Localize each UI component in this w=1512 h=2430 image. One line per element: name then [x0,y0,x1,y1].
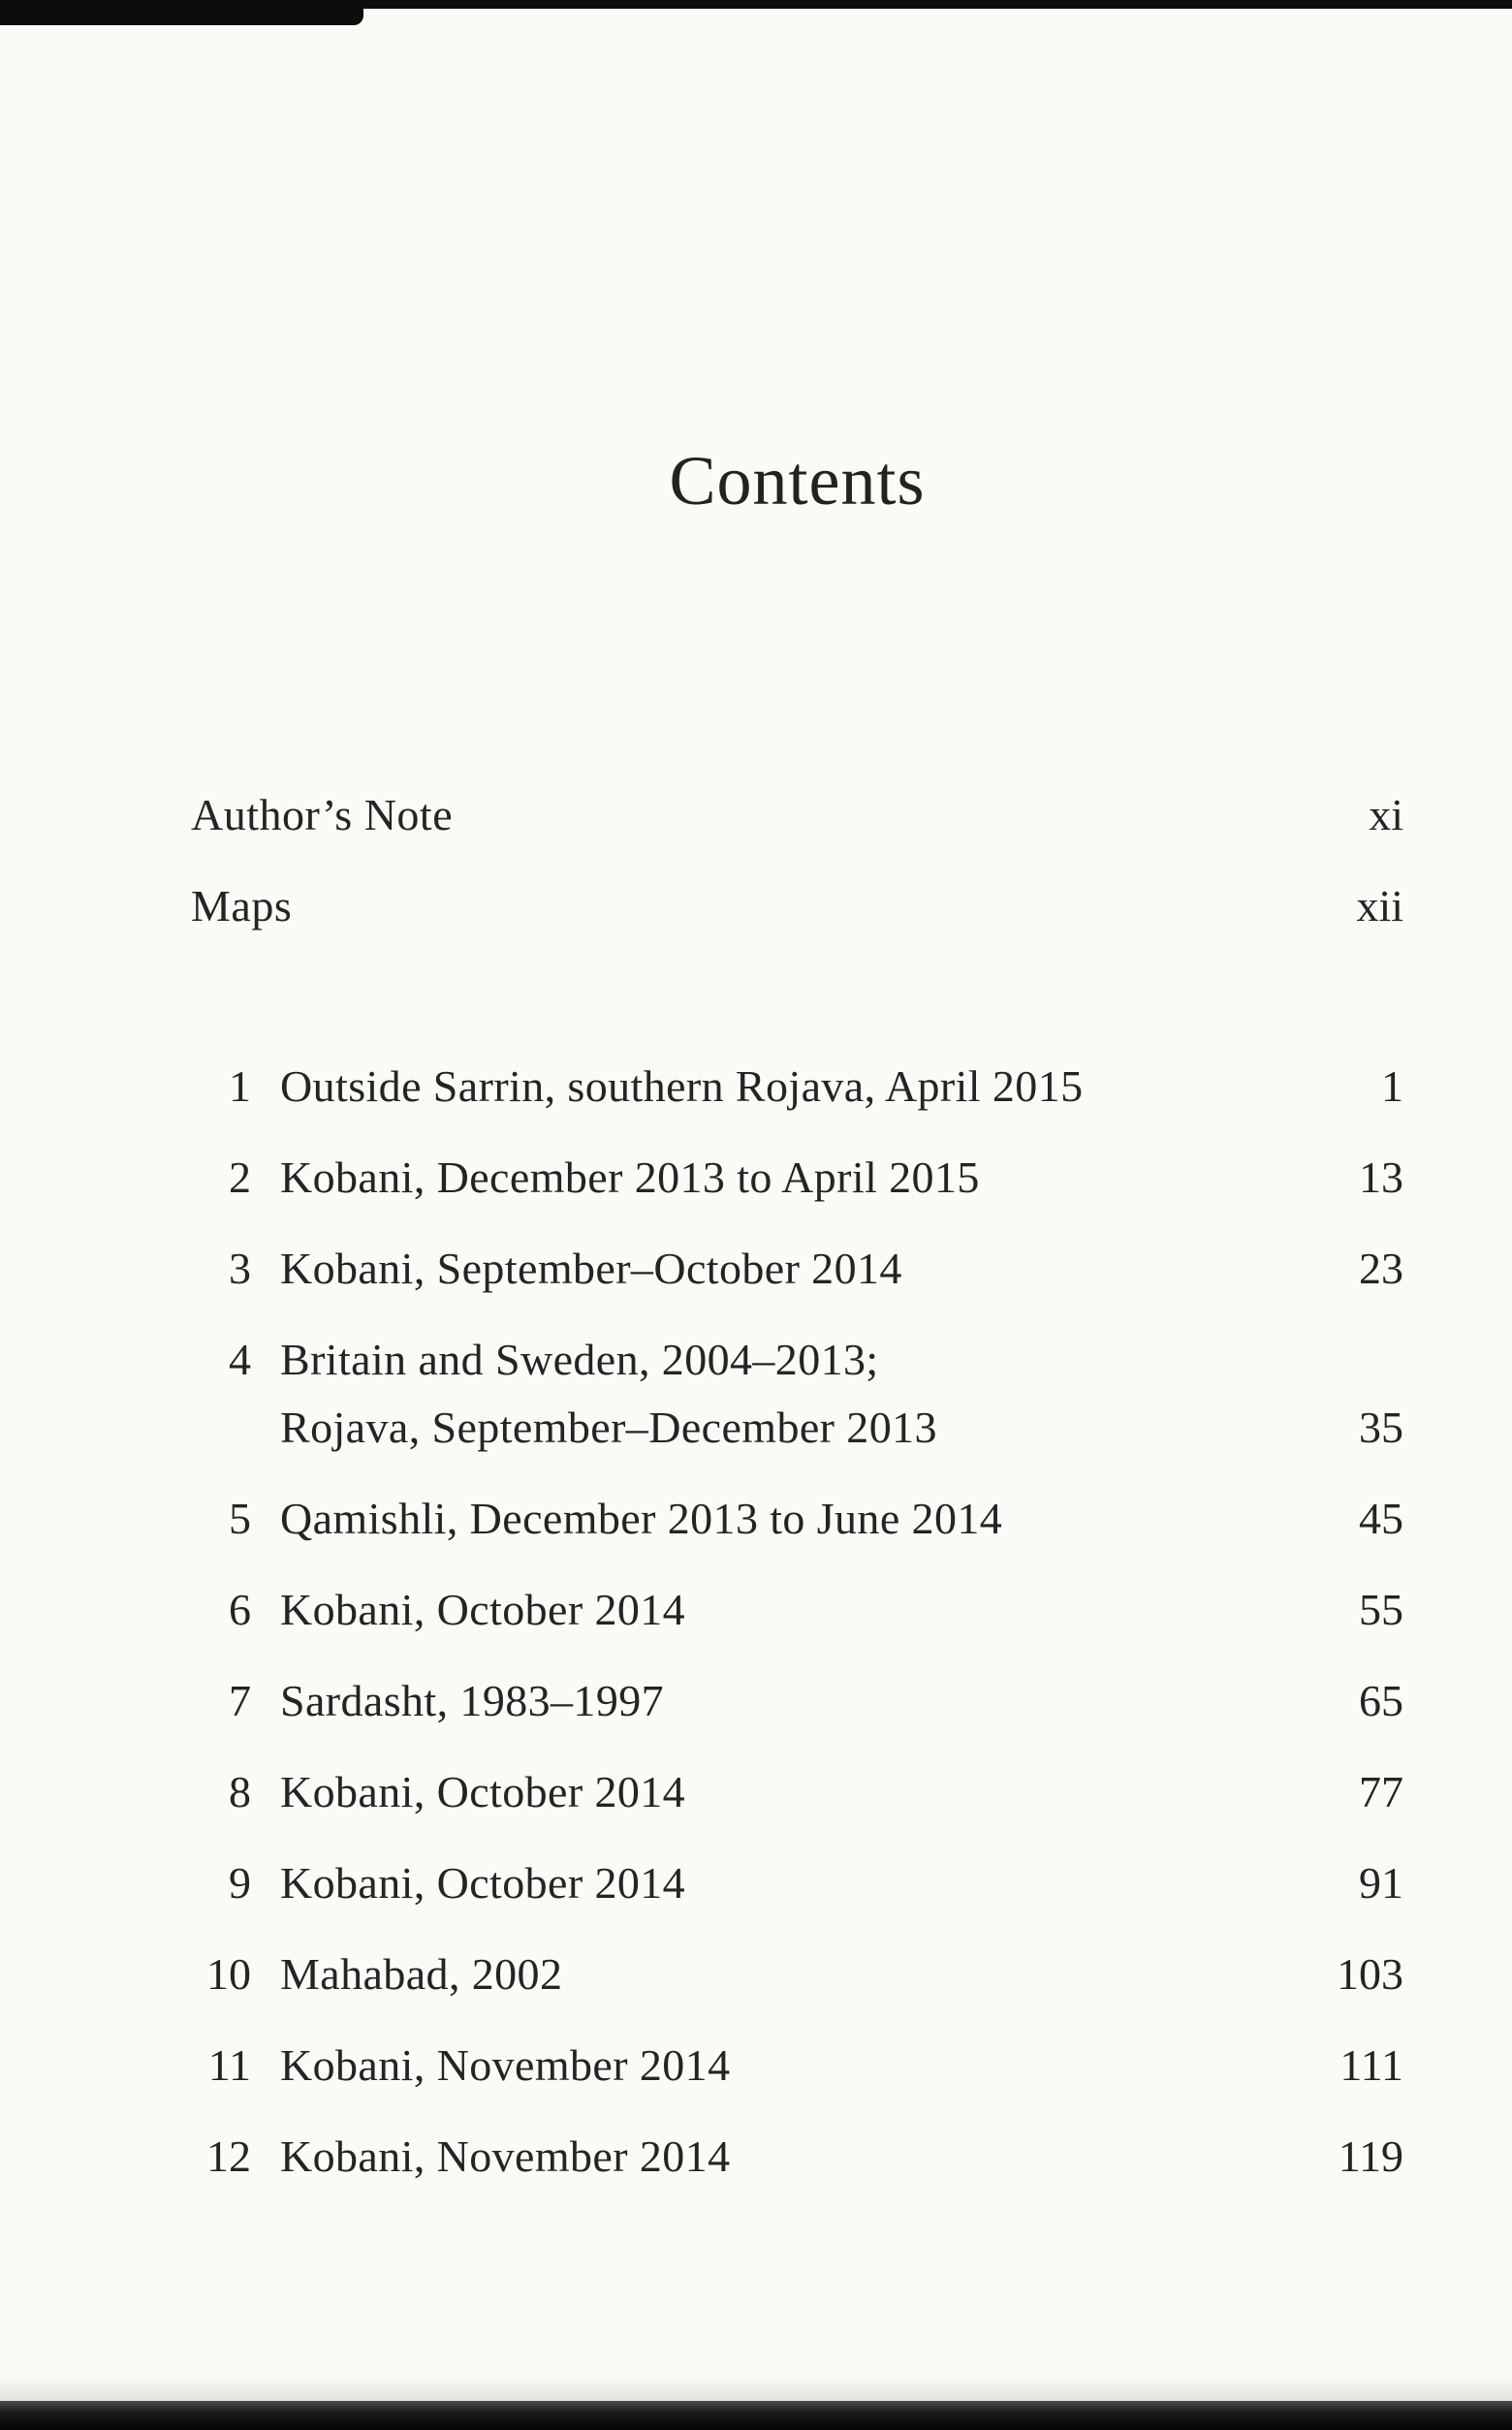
chapter-page: 65 [1359,1676,1403,1725]
chapter-number: 9 [229,1858,251,1908]
toc-entry-4 [191,1335,1403,1452]
chapter-title: Kobani, October 2014 [280,1585,686,1634]
toc-entry-9 [191,1858,1403,1908]
chapter-page: 13 [1359,1152,1403,1202]
toc-entry-8 [191,1767,1403,1816]
toc-entry-6 [191,1585,1403,1634]
chapter-number: 3 [229,1244,251,1293]
toc-entry-1 [191,1061,1403,1111]
chapter-title: Mahabad, 2002 [280,1949,563,1999]
chapter-page: 35 [1359,1403,1403,1452]
chapter-page: 77 [1359,1767,1403,1816]
toc-entry-5 [191,1494,1403,1543]
chapter-title: Kobani, September–October 2014 [280,1244,902,1293]
front-matter-label: Maps [191,881,293,931]
toc-front-matter [191,790,1403,975]
toc-entry-3 [191,1244,1403,1293]
chapter-number: 10 [206,1949,251,1999]
front-matter-row [191,881,1403,931]
chapter-title: Kobani, November 2014 [280,2131,731,2181]
front-matter-page: xii [1356,881,1403,931]
front-matter-page: xi [1369,790,1403,839]
front-matter-label: Author’s Note [191,790,454,839]
chapter-title: Kobani, October 2014 [280,1767,686,1816]
chapter-title: Kobani, October 2014 [280,1858,686,1908]
chapter-page: 119 [1338,2131,1403,2181]
chapter-title: Qamishli, December 2013 to June 2014 [280,1494,1003,1543]
scan-top-left-edge [0,0,363,25]
chapter-page: 111 [1339,2040,1403,2090]
chapter-number: 8 [229,1767,251,1816]
chapter-number: 11 [207,2040,251,2090]
chapter-title: Kobani, November 2014 [280,2040,731,2090]
chapter-page: 1 [1381,1061,1403,1111]
toc-entry-7 [191,1676,1403,1725]
chapter-title: Sardasht, 1983–1997 [280,1676,665,1725]
chapter-page: 23 [1359,1244,1403,1293]
chapter-title: Kobani, December 2013 to April 2015 [280,1152,980,1202]
toc-list [191,1061,1403,2225]
chapter-number: 12 [206,2131,251,2181]
scan-bottom-edge [0,2401,1512,2430]
chapter-title-line-2: Rojava, September–December 2013 [280,1403,937,1452]
chapter-title: Outside Sarrin, southern Rojava, April 2015 [280,1061,1084,1111]
chapter-page: 45 [1359,1494,1403,1543]
chapter-number: 4 [229,1335,251,1384]
toc-entry-11 [191,2040,1403,2090]
chapter-title-line-1: Britain and Sweden, 2004–2013; [280,1335,879,1384]
chapter-number: 7 [229,1676,251,1725]
page-title: Contents [669,442,926,520]
chapter-number: 2 [229,1152,251,1202]
chapter-number: 5 [229,1494,251,1543]
toc-entry-10 [191,1949,1403,1999]
chapter-number: 1 [229,1061,251,1111]
chapter-page: 103 [1337,1949,1403,1999]
scan-bottom-shadow [0,2376,1512,2401]
chapter-number: 6 [229,1585,251,1634]
toc-entry-2 [191,1152,1403,1202]
chapter-page: 91 [1359,1858,1403,1908]
toc-entry-12 [191,2131,1403,2181]
chapter-page: 55 [1359,1585,1403,1634]
front-matter-row [191,790,1403,839]
